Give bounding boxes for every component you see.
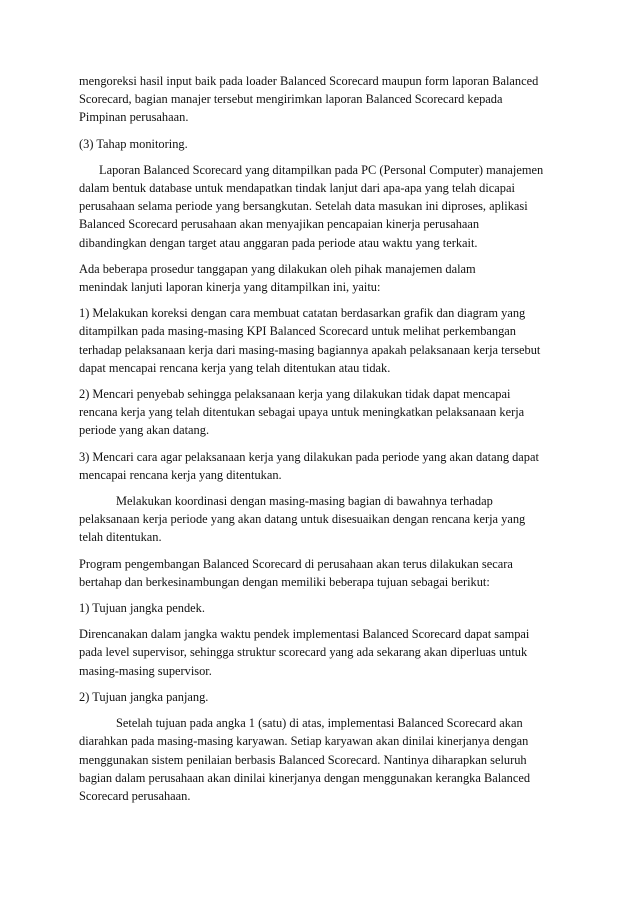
subheading-long-term: 2) Tujuan jangka panjang. xyxy=(79,689,209,704)
section-heading-monitoring: (3) Tahap monitoring. xyxy=(79,136,188,151)
document-body xyxy=(79,72,561,813)
paragraph-1: mengoreksi hasil input baik pada loader Balanced Scorecard maupun form laporan Balanced Scorecard, bagian manajer tersebut mengirimkan laporan Balanced Scorecard kepada Pimpinan perusahaan. xyxy=(79,74,539,125)
list-item-1: 1) Melakukan koreksi dengan cara membuat catatan berdasarkan grafik dan diagram yang ditampilkan pada masing-masing KPI Balanced Scorecard untuk melihat perkembangan terhadap pelaksanaan kerja dari masing-masing bagiannya apakah pelaksanaan kerja tersebut dapat mencapai rencana kerja yang telah ditentukan atau tidak. xyxy=(79,306,541,375)
paragraph-4: Melakukan koordinasi dengan masing-masing bagian di bawahnya terhadap pelaksanaan kerja periode yang akan datang untuk disesuaikan dengan rencana kerja yang telah ditentukan. xyxy=(79,494,526,545)
list-item-3: 3) Mencari cara agar pelaksanaan kerja yang dilakukan pada periode yang akan datang dapat mencapai rencana kerja yang ditentukan. xyxy=(79,449,539,482)
paragraph-2: Laporan Balanced Scorecard yang ditampilkan pada PC (Personal Computer) manajemen dalam bentuk database untuk mendapatkan tindak lanjut dari apa-apa yang telah dicapai perusahaan selama periode yang bersangkutan. Setelah data masukan ini diproses, aplikasi Balanced Scorecard perusahaan akan menyajikan pencapaian kinerja perusahaan dibandingkan dengan target atau anggaran pada periode atau waktu yang terkait. xyxy=(79,162,544,250)
paragraph-6: Direncanakan dalam jangka waktu pendek implementasi Balanced Scorecard dapat sampai pada level supervisor, sehingga struktur scorecard yang ada sekarang akan diperluas untuk masing-masing supervisor. xyxy=(79,627,530,678)
paragraph-5: Program pengembangan Balanced Scorecard di perusahaan akan terus dilakukan secara bertahap dan berkesinambungan dengan memiliki beberapa tujuan sebagai berikut: xyxy=(79,556,513,589)
paragraph-7: Setelah tujuan pada angka 1 (satu) di atas, implementasi Balanced Scorecard akan diarahkan pada masing-masing karyawan. Setiap karyawan akan dinilai kinerjanya dengan menggunakan sistem penilaian berbasis Balanced Scorecard. Nantinya diharapkan seluruh bagian dalam perusahaan akan dinilai kinerjanya dengan menggunakan kerangka Balanced Scorecard perusahaan. xyxy=(79,716,531,803)
list-item-2: 2) Mencari penyebab sehingga pelaksanaan kerja yang dilakukan tidak dapat mencapai rencana kerja yang telah ditentukan sebagai upaya untuk meningkatkan pelaksanaan kerja periode yang akan datang. xyxy=(79,387,525,438)
paragraph-3: Ada beberapa prosedur tanggapan yang dilakukan oleh pihak manajemen dalam menindak lanjuti laporan kinerja yang ditampilkan ini, yaitu: xyxy=(79,261,476,295)
subheading-short-term: 1) Tujuan jangka pendek. xyxy=(79,601,205,616)
